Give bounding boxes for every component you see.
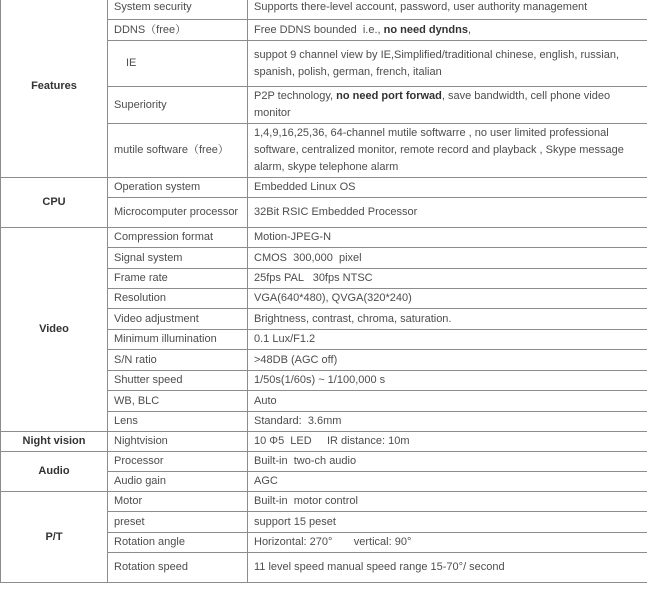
spec-value-cell (248, 452, 647, 472)
spec-name-cell: System security (108, 0, 248, 20)
spec-name-cell: Processor (108, 452, 248, 472)
spec-name-cell: mutile software（free） (108, 124, 248, 178)
spec-value-cell (248, 248, 647, 269)
spec-name-cell: Superiority (108, 87, 248, 124)
spec-value-cell (248, 371, 647, 391)
table-row (1, 492, 647, 512)
value-text: Free DDNS bounded i.e., (254, 23, 384, 36)
value-text: CMOS 300,000 pixel (254, 251, 362, 264)
spec-value-cell (248, 432, 647, 452)
spec-value-cell (248, 472, 647, 492)
value-text: 32Bit RSIC Embedded Processor (254, 206, 418, 218)
spec-name-cell: Microcomputer processor (108, 198, 248, 228)
value-text: 10 Φ5 LED IR distance: 10m (254, 435, 410, 447)
value-text: Brightness, contrast, chroma, saturation. (254, 312, 452, 325)
spec-name-cell: IE (108, 41, 248, 87)
value-text: 1,4,9,16,25,36, 64-channel mutile softwarre , no user limited professional software, centralized monitor, remote record and playback , Skype message alarm, skype telephone alarm (254, 127, 627, 173)
spec-name-cell: Minimum illumination (108, 330, 248, 350)
value-text: support 15 peset (254, 515, 336, 528)
spec-value-cell (248, 350, 647, 371)
spec-value-cell (248, 289, 647, 309)
spec-name-cell: Nightvision (108, 432, 248, 452)
spec-name-cell: Rotation speed (108, 553, 248, 583)
table-row (1, 0, 647, 20)
spec-name-cell: Video adjustment (108, 309, 248, 330)
value-text: Embedded Linux OS (254, 181, 356, 193)
category-cell: Night vision (1, 432, 108, 452)
spec-value-cell (248, 391, 647, 412)
value-text: Standard: 3.6mm (254, 415, 342, 427)
value-text: Built-in motor control (254, 495, 358, 507)
spec-name-cell: WB, BLC (108, 391, 248, 412)
spec-value-cell (248, 178, 647, 198)
value-text: >48DB (AGC off) (254, 353, 338, 366)
spec-name-cell: Motor (108, 492, 248, 512)
table-row (1, 452, 647, 472)
spec-value-cell (248, 512, 647, 533)
value-text: P2P technology, (254, 90, 337, 102)
value-text: suppot 9 channel view by IE,Simplified/traditional chinese, english, russian, spanish, polish, german, french, italian (254, 48, 623, 78)
spec-name-cell: DDNS（free） (108, 20, 248, 41)
spec-value-cell (248, 41, 647, 87)
spec-name-cell: preset (108, 512, 248, 533)
spec-value-cell (248, 198, 647, 228)
value-text: Motion-JPEG-N (254, 231, 332, 243)
spec-value-cell (248, 87, 647, 124)
spec-name-cell: Frame rate (108, 269, 248, 289)
spec-name-cell: Lens (108, 412, 248, 432)
spec-value-cell (248, 0, 647, 20)
value-text: Auto (254, 394, 277, 407)
category-cell: Video (1, 228, 108, 432)
category-cell: Features (1, 0, 108, 178)
spec-value-cell (248, 492, 647, 512)
spec-value-cell (248, 412, 647, 432)
value-text: Horizontal: 270° vertical: 90° (254, 536, 412, 548)
category-cell: Audio (1, 452, 108, 492)
value-emphasis: no need port forwad (336, 90, 442, 102)
spec-name-cell: Shutter speed (108, 371, 248, 391)
value-text: Supports there-level account, password, user authority management (254, 1, 588, 13)
spec-value-cell (248, 330, 647, 350)
spec-name-cell: Signal system (108, 248, 248, 269)
table-row (1, 178, 647, 198)
spec-name-cell: S/N ratio (108, 350, 248, 371)
spec-value-cell (248, 20, 647, 41)
value-text: Built-in two-ch audio (254, 455, 357, 467)
spec-value-cell (248, 309, 647, 330)
value-text: AGC (254, 475, 278, 487)
category-cell: P/T (1, 492, 108, 583)
spec-table-body (1, 0, 647, 583)
value-emphasis: no need dyndns (383, 23, 468, 36)
spec-value-cell (248, 228, 647, 248)
value-text: , save bandwidth, cell phone video monitor (254, 90, 614, 119)
spec-value-cell (248, 553, 647, 583)
table-row (1, 228, 647, 248)
value-text: VGA(640*480), QVGA(320*240) (254, 292, 412, 304)
value-text: 1/50s(1/60s) ~ 1/100,000 s (254, 374, 386, 386)
spec-name-cell: Operation system (108, 178, 248, 198)
value-text: 11 level speed manual speed range 15-70°/ second (254, 561, 505, 573)
value-text: 25fps PAL 30fps NTSC (254, 272, 373, 284)
value-text: , (467, 23, 472, 36)
spec-name-cell: Rotation angle (108, 533, 248, 553)
spec-value-cell (248, 124, 647, 178)
spec-value-cell (248, 269, 647, 289)
spec-name-cell: Resolution (108, 289, 248, 309)
spec-name-cell: Audio gain (108, 472, 248, 492)
table-row (1, 432, 647, 452)
spec-name-cell: Compression format (108, 228, 248, 248)
value-text: 0.1 Lux/F1.2 (254, 333, 316, 345)
spec-value-cell (248, 533, 647, 553)
category-cell: CPU (1, 178, 108, 228)
